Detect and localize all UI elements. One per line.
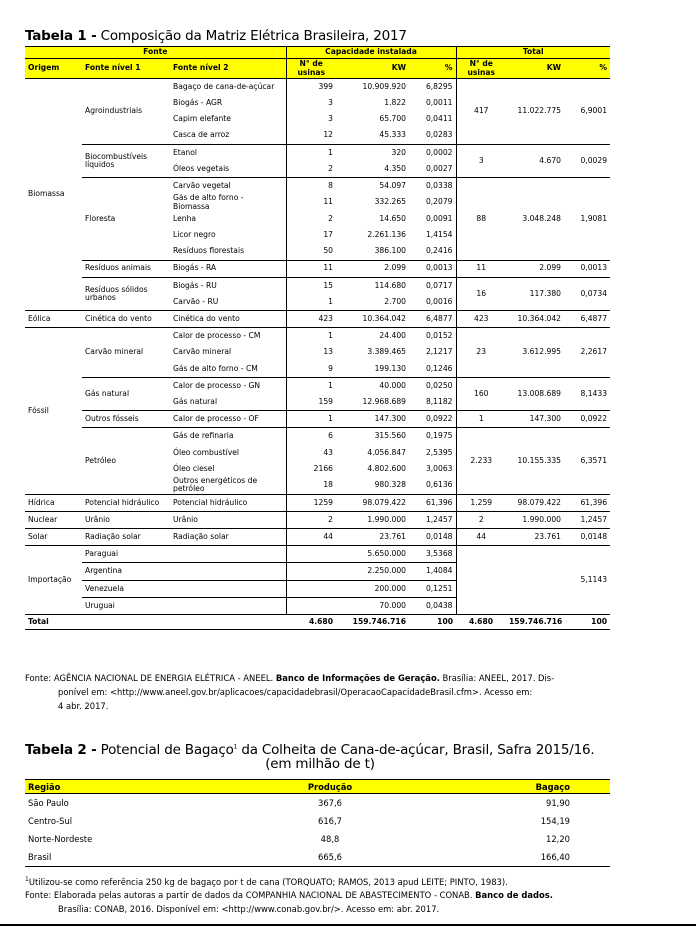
table-row xyxy=(25,794,610,813)
cell-total-n-usinas: 11 xyxy=(456,260,506,277)
cell-origem: Fóssil xyxy=(25,328,82,494)
cell-origem: Nuclear xyxy=(25,511,82,528)
cell-nivel2: Carvão vegetal xyxy=(170,178,286,195)
cell-pct: 1,2457 xyxy=(409,511,456,528)
cell-pct: 3,0063 xyxy=(409,461,456,477)
cell-total-kw xyxy=(506,546,564,615)
header-fonte: Fonte xyxy=(25,47,286,59)
cell-n-usinas: 11 xyxy=(323,197,333,207)
cell-pct: 0,0016 xyxy=(409,294,456,311)
cell-pct: 0,0283 xyxy=(409,128,456,145)
total-total-n-usinas: 4.680 xyxy=(456,615,506,630)
cell-origem: Importação xyxy=(25,546,82,615)
cell-kw: 12.968.689 xyxy=(362,396,406,406)
cell-nivel2: Cinética do vento xyxy=(170,311,286,328)
table2-source: Fonte: Elaborada pelas autoras a partir de dados da COMPANHIA NACIONAL DE ABASTECIMENTO - CONAB. Banco de dados. Brasília: CONAB, 2016. Disponível em: <http://www.conab.gov.br/>. Acesso em: abr. 2017. xyxy=(25,890,553,914)
cell-kw: 4.802.600 xyxy=(367,463,406,473)
cell-pct: 6,8295 xyxy=(409,79,456,96)
cell-nivel1: Paraguai xyxy=(82,546,170,563)
cell-kw: 114.680 xyxy=(336,277,409,294)
cell-nivel2: Gás de alto forno - CM xyxy=(170,361,286,378)
cell-kw: 200.000 xyxy=(336,580,409,597)
table1 xyxy=(25,46,610,630)
cell-pct: 0,0250 xyxy=(409,377,456,394)
cell-total-pct: 1,9081 xyxy=(564,178,610,260)
cell-pct: 6,4877 xyxy=(409,311,456,328)
cell-n-usinas: 15 xyxy=(286,277,336,294)
cell-pct: 0,0013 xyxy=(409,260,456,277)
cell-kw: 70.000 xyxy=(336,597,409,614)
cell-nivel2: Resíduos florestais xyxy=(170,243,286,260)
table2 xyxy=(25,779,610,867)
cell-pct: 0,0338 xyxy=(409,178,456,195)
cell-kw: 2.261.136 xyxy=(367,230,406,240)
cell-total-pct: 0,0922 xyxy=(564,411,610,428)
total-total-kw: 159.746.716 xyxy=(506,615,564,630)
cell-total-kw: 10.155.335 xyxy=(506,428,564,494)
cell-total-pct: 5,1143 xyxy=(564,546,610,615)
cell-nivel1: Carvão mineral xyxy=(82,328,170,378)
table-row xyxy=(25,79,610,96)
cell-origem: Hídrica xyxy=(25,494,82,511)
table-row xyxy=(25,830,610,848)
cell-nivel2: Etanol xyxy=(170,144,286,161)
cell-n-usinas: 2166 xyxy=(313,463,333,473)
cell-kw: 40.000 xyxy=(336,377,409,394)
cell-total-kw: 3.048.248 xyxy=(506,178,564,260)
header-total-kw: KW xyxy=(506,59,564,79)
cell-nivel2: Óleo ciesel xyxy=(170,461,286,477)
cell-nivel2: Calor de processo - OF xyxy=(170,411,286,428)
cell-kw: 147.300 xyxy=(336,411,409,428)
cell-nivel1: Venezuela xyxy=(82,580,170,597)
cell-pct: 2,5395 xyxy=(409,445,456,461)
cell-total-n-usinas xyxy=(456,546,506,615)
cell-nivel2: Radiação solar xyxy=(170,529,286,546)
cell-n-usinas: 1259 xyxy=(286,494,336,511)
cell-total-kw: 3.612.995 xyxy=(506,328,564,378)
cell-kw: 320 xyxy=(336,144,409,161)
cell-n-usinas: 1 xyxy=(286,328,336,345)
cell-total-kw: 10.364.042 xyxy=(506,311,564,328)
table-row xyxy=(25,529,610,546)
cell-nivel2: Óleos vegetais xyxy=(170,161,286,178)
cell-total-kw: 117.380 xyxy=(506,277,564,310)
cell-pct: 0,1975 xyxy=(409,428,456,445)
cell-pct: 0,2079 xyxy=(409,194,456,211)
cell-kw: 5.650.000 xyxy=(336,546,409,563)
t2-header-regiao: Região xyxy=(25,780,245,794)
cell-nivel1: Resíduos animais xyxy=(82,260,170,277)
t2-cell-producao: 665,6 xyxy=(245,848,415,867)
cell-nivel2 xyxy=(170,597,286,614)
cell-kw: 332.265 xyxy=(374,197,406,207)
page-bottom-rule xyxy=(0,924,696,926)
cell-kw: 3.389.465 xyxy=(367,347,406,357)
header-nivel2: Fonte nível 2 xyxy=(170,59,286,79)
t2-header-producao: Produção xyxy=(245,780,415,794)
t2-cell-regiao: Brasil xyxy=(25,848,245,867)
cell-total-kw: 11.022.775 xyxy=(506,79,564,145)
total-kw: 159.746.716 xyxy=(336,615,409,630)
cell-pct: 0,6136 xyxy=(409,477,456,494)
cell-n-usinas: 399 xyxy=(286,79,336,96)
header-pct: % xyxy=(409,59,456,79)
cell-nivel1: Argentina xyxy=(82,563,170,580)
t2-cell-bagaco: 91,90 xyxy=(546,798,570,808)
cell-n-usinas: 9 xyxy=(328,363,333,373)
t2-header-bagaco: Bagaço xyxy=(415,780,610,794)
cell-n-usinas: 13 xyxy=(323,347,333,357)
cell-total-kw: 2.099 xyxy=(506,260,564,277)
cell-nivel1: Potencial hidráulico xyxy=(82,494,170,511)
cell-total-n-usinas: 88 xyxy=(456,178,506,260)
cell-nivel2: Calor de processo - GN xyxy=(170,377,286,394)
cell-pct: 1,4084 xyxy=(409,563,456,580)
t2-cell-bagaco: 12,20 xyxy=(546,834,570,844)
cell-nivel2: Potencial hidráulico xyxy=(170,494,286,511)
cell-kw: 45.333 xyxy=(379,130,406,140)
total-n-usinas: 4.680 xyxy=(286,615,336,630)
cell-pct: 2,1217 xyxy=(409,345,456,361)
cell-nivel2: Óleo combustível xyxy=(170,445,286,461)
cell-nivel2: Gás de alto forno - Biomassa xyxy=(170,194,286,211)
table-row xyxy=(25,144,610,161)
cell-kw: 24.400 xyxy=(336,328,409,345)
cell-total-kw: 98.079.422 xyxy=(506,494,564,511)
cell-pct: 1,4154 xyxy=(409,227,456,243)
cell-kw: 4.056.847 xyxy=(367,447,406,457)
cell-n-usinas: 3 xyxy=(328,98,333,108)
cell-total-n-usinas: 1.259 xyxy=(456,494,506,511)
cell-total-pct: 6,4877 xyxy=(564,311,610,328)
table1-source: Fonte: AGÊNCIA NACIONAL DE ENERGIA ELÉTRICA - ANEEL. Banco de Informações de Geração. Brasília: ANEEL, 2017. Dis- ponível em: <http://www.aneel.gov.br/aplicacoes/capacidadebrasil/OperacaoCapacidadeBrasil.cfm>. Acesso em: 4 abr. 2017. xyxy=(25,673,555,711)
table1-body xyxy=(25,79,610,630)
cell-total-pct: 6,9001 xyxy=(564,79,610,145)
cell-nivel2: Carvão - RU xyxy=(170,294,286,311)
table-row xyxy=(25,848,610,867)
header-nivel1: Fonte nível 1 xyxy=(82,59,170,79)
cell-nivel1: Floresta xyxy=(82,178,170,260)
cell-pct: 3,5368 xyxy=(409,546,456,563)
cell-nivel2: Gás natural xyxy=(170,394,286,411)
cell-nivel2: Calor de processo - CM xyxy=(170,328,286,345)
cell-pct: 8,1182 xyxy=(409,394,456,411)
total-row xyxy=(25,615,610,630)
cell-n-usinas: 1 xyxy=(328,296,333,306)
cell-n-usinas: 43 xyxy=(323,447,333,457)
cell-total-n-usinas: 23 xyxy=(456,328,506,378)
table1-title: Tabela 1 - Composição da Matriz Elétrica Brasileira, 2017 xyxy=(25,28,407,44)
cell-n-usinas: 2 xyxy=(328,163,333,173)
table2-footnote: $^1$Utilizou-se como referência 250 kg de bagaço por t de cana (TORQUATO; RAMOS, 2013 apud LEITE; PINTO, 1983). xyxy=(25,876,508,887)
cell-total-n-usinas: 44 xyxy=(456,529,506,546)
cell-kw: 1.822 xyxy=(384,98,406,108)
cell-n-usinas: 17 xyxy=(323,230,333,240)
cell-nivel2: Capim elefante xyxy=(170,111,286,127)
cell-n-usinas: 423 xyxy=(286,311,336,328)
table-row xyxy=(25,546,610,563)
cell-total-pct: 0,0013 xyxy=(564,260,610,277)
cell-total-n-usinas: 2 xyxy=(456,511,506,528)
cell-total-n-usinas: 160 xyxy=(456,377,506,410)
cell-origem: Eólica xyxy=(25,311,82,328)
cell-pct: 0,0438 xyxy=(409,597,456,614)
total-total-pct: 100 xyxy=(564,615,610,630)
t2-cell-regiao: São Paulo xyxy=(28,798,69,808)
cell-n-usinas: 12 xyxy=(323,130,333,140)
cell-nivel2: Lenha xyxy=(170,211,286,227)
cell-origem: Solar xyxy=(25,529,82,546)
cell-kw: 65.700 xyxy=(379,114,406,124)
cell-n-usinas xyxy=(286,580,336,597)
cell-total-pct: 8,1433 xyxy=(564,377,610,410)
cell-pct: 0,1246 xyxy=(409,361,456,378)
cell-kw: 23.761 xyxy=(336,529,409,546)
cell-n-usinas: 8 xyxy=(286,178,336,195)
cell-total-pct: 0,0148 xyxy=(564,529,610,546)
cell-pct: 0,1251 xyxy=(409,580,456,597)
cell-n-usinas: 1 xyxy=(286,377,336,394)
cell-total-pct: 0,0734 xyxy=(564,277,610,310)
table-row xyxy=(25,260,610,277)
cell-nivel1: Cinética do vento xyxy=(82,311,170,328)
cell-kw: 14.650 xyxy=(379,213,406,223)
cell-total-kw: 1.990.000 xyxy=(506,511,564,528)
total-label: Total xyxy=(25,615,286,630)
cell-nivel2: Biogás - RU xyxy=(170,277,286,294)
header-origem: Origem xyxy=(25,59,82,79)
header-capacidade: Capacidade instalada xyxy=(286,47,456,59)
table-row xyxy=(25,511,610,528)
cell-total-n-usinas: 417 xyxy=(456,79,506,145)
table-row xyxy=(25,377,610,394)
table-row xyxy=(25,311,610,328)
cell-kw: 98.079.422 xyxy=(336,494,409,511)
cell-total-pct: 0,0029 xyxy=(564,144,610,177)
cell-nivel2: Carvão mineral xyxy=(170,345,286,361)
cell-kw: 386.100 xyxy=(374,246,406,256)
cell-nivel2: Urânio xyxy=(170,511,286,528)
cell-kw: 2.250.000 xyxy=(336,563,409,580)
cell-nivel1: Resíduos sólidos urbanos xyxy=(82,277,170,310)
cell-nivel2: Outros energéticos de petróleo xyxy=(170,477,286,494)
cell-total-kw: 13.008.689 xyxy=(506,377,564,410)
cell-nivel2 xyxy=(170,563,286,580)
t2-cell-producao: 616,7 xyxy=(318,816,342,826)
cell-nivel1: Agroindustriais xyxy=(82,79,170,145)
header-total-n-usinas: N° de usinas xyxy=(456,59,506,79)
cell-nivel1: Radiação solar xyxy=(82,529,170,546)
table-row xyxy=(25,411,610,428)
t2-cell-producao: 367,6 xyxy=(318,798,342,808)
cell-n-usinas: 3 xyxy=(328,114,333,124)
table-row xyxy=(25,494,610,511)
cell-nivel2: Licor negro xyxy=(170,227,286,243)
cell-pct: 0,0011 xyxy=(409,95,456,111)
cell-pct: 0,0002 xyxy=(409,144,456,161)
cell-n-usinas xyxy=(286,563,336,580)
cell-total-n-usinas: 16 xyxy=(456,277,506,310)
cell-nivel2 xyxy=(170,546,286,563)
cell-nivel2: Casca de arroz xyxy=(170,128,286,145)
header-kw: KW xyxy=(336,59,409,79)
header-total-pct: % xyxy=(564,59,610,79)
cell-kw: 199.130 xyxy=(374,363,406,373)
cell-n-usinas: 44 xyxy=(286,529,336,546)
cell-kw: 980.328 xyxy=(374,480,406,490)
cell-kw: 10.364.042 xyxy=(336,311,409,328)
cell-nivel1: Outros fósseis xyxy=(82,411,170,428)
cell-n-usinas: 159 xyxy=(318,396,333,406)
table-row xyxy=(25,812,610,830)
cell-kw: 2.099 xyxy=(336,260,409,277)
header-n-usinas: N° de usinas xyxy=(286,59,336,79)
cell-kw: 315.560 xyxy=(336,428,409,445)
cell-total-pct: 2,2617 xyxy=(564,328,610,378)
cell-n-usinas xyxy=(286,546,336,563)
table-row xyxy=(25,277,610,294)
table-row xyxy=(25,328,610,345)
cell-total-n-usinas: 3 xyxy=(456,144,506,177)
table-row xyxy=(25,428,610,445)
cell-nivel2: Gás de refinaria xyxy=(170,428,286,445)
cell-nivel2: Bagaço de cana-de-açúcar xyxy=(170,79,286,96)
cell-total-n-usinas: 2.233 xyxy=(456,428,506,494)
cell-nivel1: Gás natural xyxy=(82,377,170,410)
cell-total-n-usinas: 423 xyxy=(456,311,506,328)
header-total: Total xyxy=(456,47,610,59)
cell-n-usinas: 11 xyxy=(286,260,336,277)
cell-total-kw: 23.761 xyxy=(506,529,564,546)
cell-nivel1: Uruguai xyxy=(82,597,170,614)
cell-kw: 54.097 xyxy=(336,178,409,195)
cell-n-usinas: 18 xyxy=(323,480,333,490)
cell-n-usinas: 6 xyxy=(286,428,336,445)
cell-origem: Biomassa xyxy=(28,189,65,199)
cell-n-usinas: 1 xyxy=(286,411,336,428)
cell-pct: 0,0411 xyxy=(409,111,456,127)
cell-pct: 0,0717 xyxy=(409,277,456,294)
cell-kw: 4.350 xyxy=(384,163,406,173)
cell-nivel2 xyxy=(170,580,286,597)
cell-pct: 0,0091 xyxy=(409,211,456,227)
cell-total-kw: 4.670 xyxy=(506,144,564,177)
cell-total-n-usinas: 1 xyxy=(456,411,506,428)
cell-kw: 1.990.000 xyxy=(336,511,409,528)
cell-pct: 61,396 xyxy=(409,494,456,511)
table-row xyxy=(25,178,610,195)
cell-nivel1: Urânio xyxy=(82,511,170,528)
cell-nivel2: Biogás - AGR xyxy=(170,95,286,111)
cell-total-pct: 61,396 xyxy=(564,494,610,511)
t2-cell-bagaco: 166,40 xyxy=(415,848,610,867)
cell-pct: 0,0148 xyxy=(409,529,456,546)
cell-nivel2: Biogás - RA xyxy=(170,260,286,277)
cell-n-usinas: 2 xyxy=(328,213,333,223)
cell-pct: 0,2416 xyxy=(409,243,456,260)
t2-cell-producao: 48,8 xyxy=(320,834,340,844)
cell-kw: 10.909.920 xyxy=(336,79,409,96)
t2-cell-regiao: Centro-Sul xyxy=(28,816,73,826)
cell-nivel1: Petróleo xyxy=(82,428,170,494)
table2-title: Tabela 2 - Potencial de Bagaço$^1$ da Colheita de Cana-de-açúcar, Brasil, Safra 2015/16. (em milhão de t) xyxy=(25,742,595,772)
t2-cell-regiao: Norte-Nordeste xyxy=(28,834,93,844)
cell-kw: 2.700 xyxy=(384,296,406,306)
cell-total-pct: 1,2457 xyxy=(564,511,610,528)
cell-n-usinas: 1 xyxy=(286,144,336,161)
cell-n-usinas xyxy=(286,597,336,614)
cell-pct: 0,0027 xyxy=(409,161,456,178)
cell-total-kw: 147.300 xyxy=(506,411,564,428)
total-pct: 100 xyxy=(409,615,456,630)
cell-pct: 0,0152 xyxy=(409,328,456,345)
cell-n-usinas: 50 xyxy=(323,246,333,256)
cell-total-pct: 6,3571 xyxy=(564,428,610,494)
cell-nivel1: Biocombustíveis líquidos xyxy=(82,144,170,177)
t2-cell-bagaco: 154,19 xyxy=(540,816,570,826)
cell-n-usinas: 2 xyxy=(286,511,336,528)
cell-pct: 0,0922 xyxy=(409,411,456,428)
